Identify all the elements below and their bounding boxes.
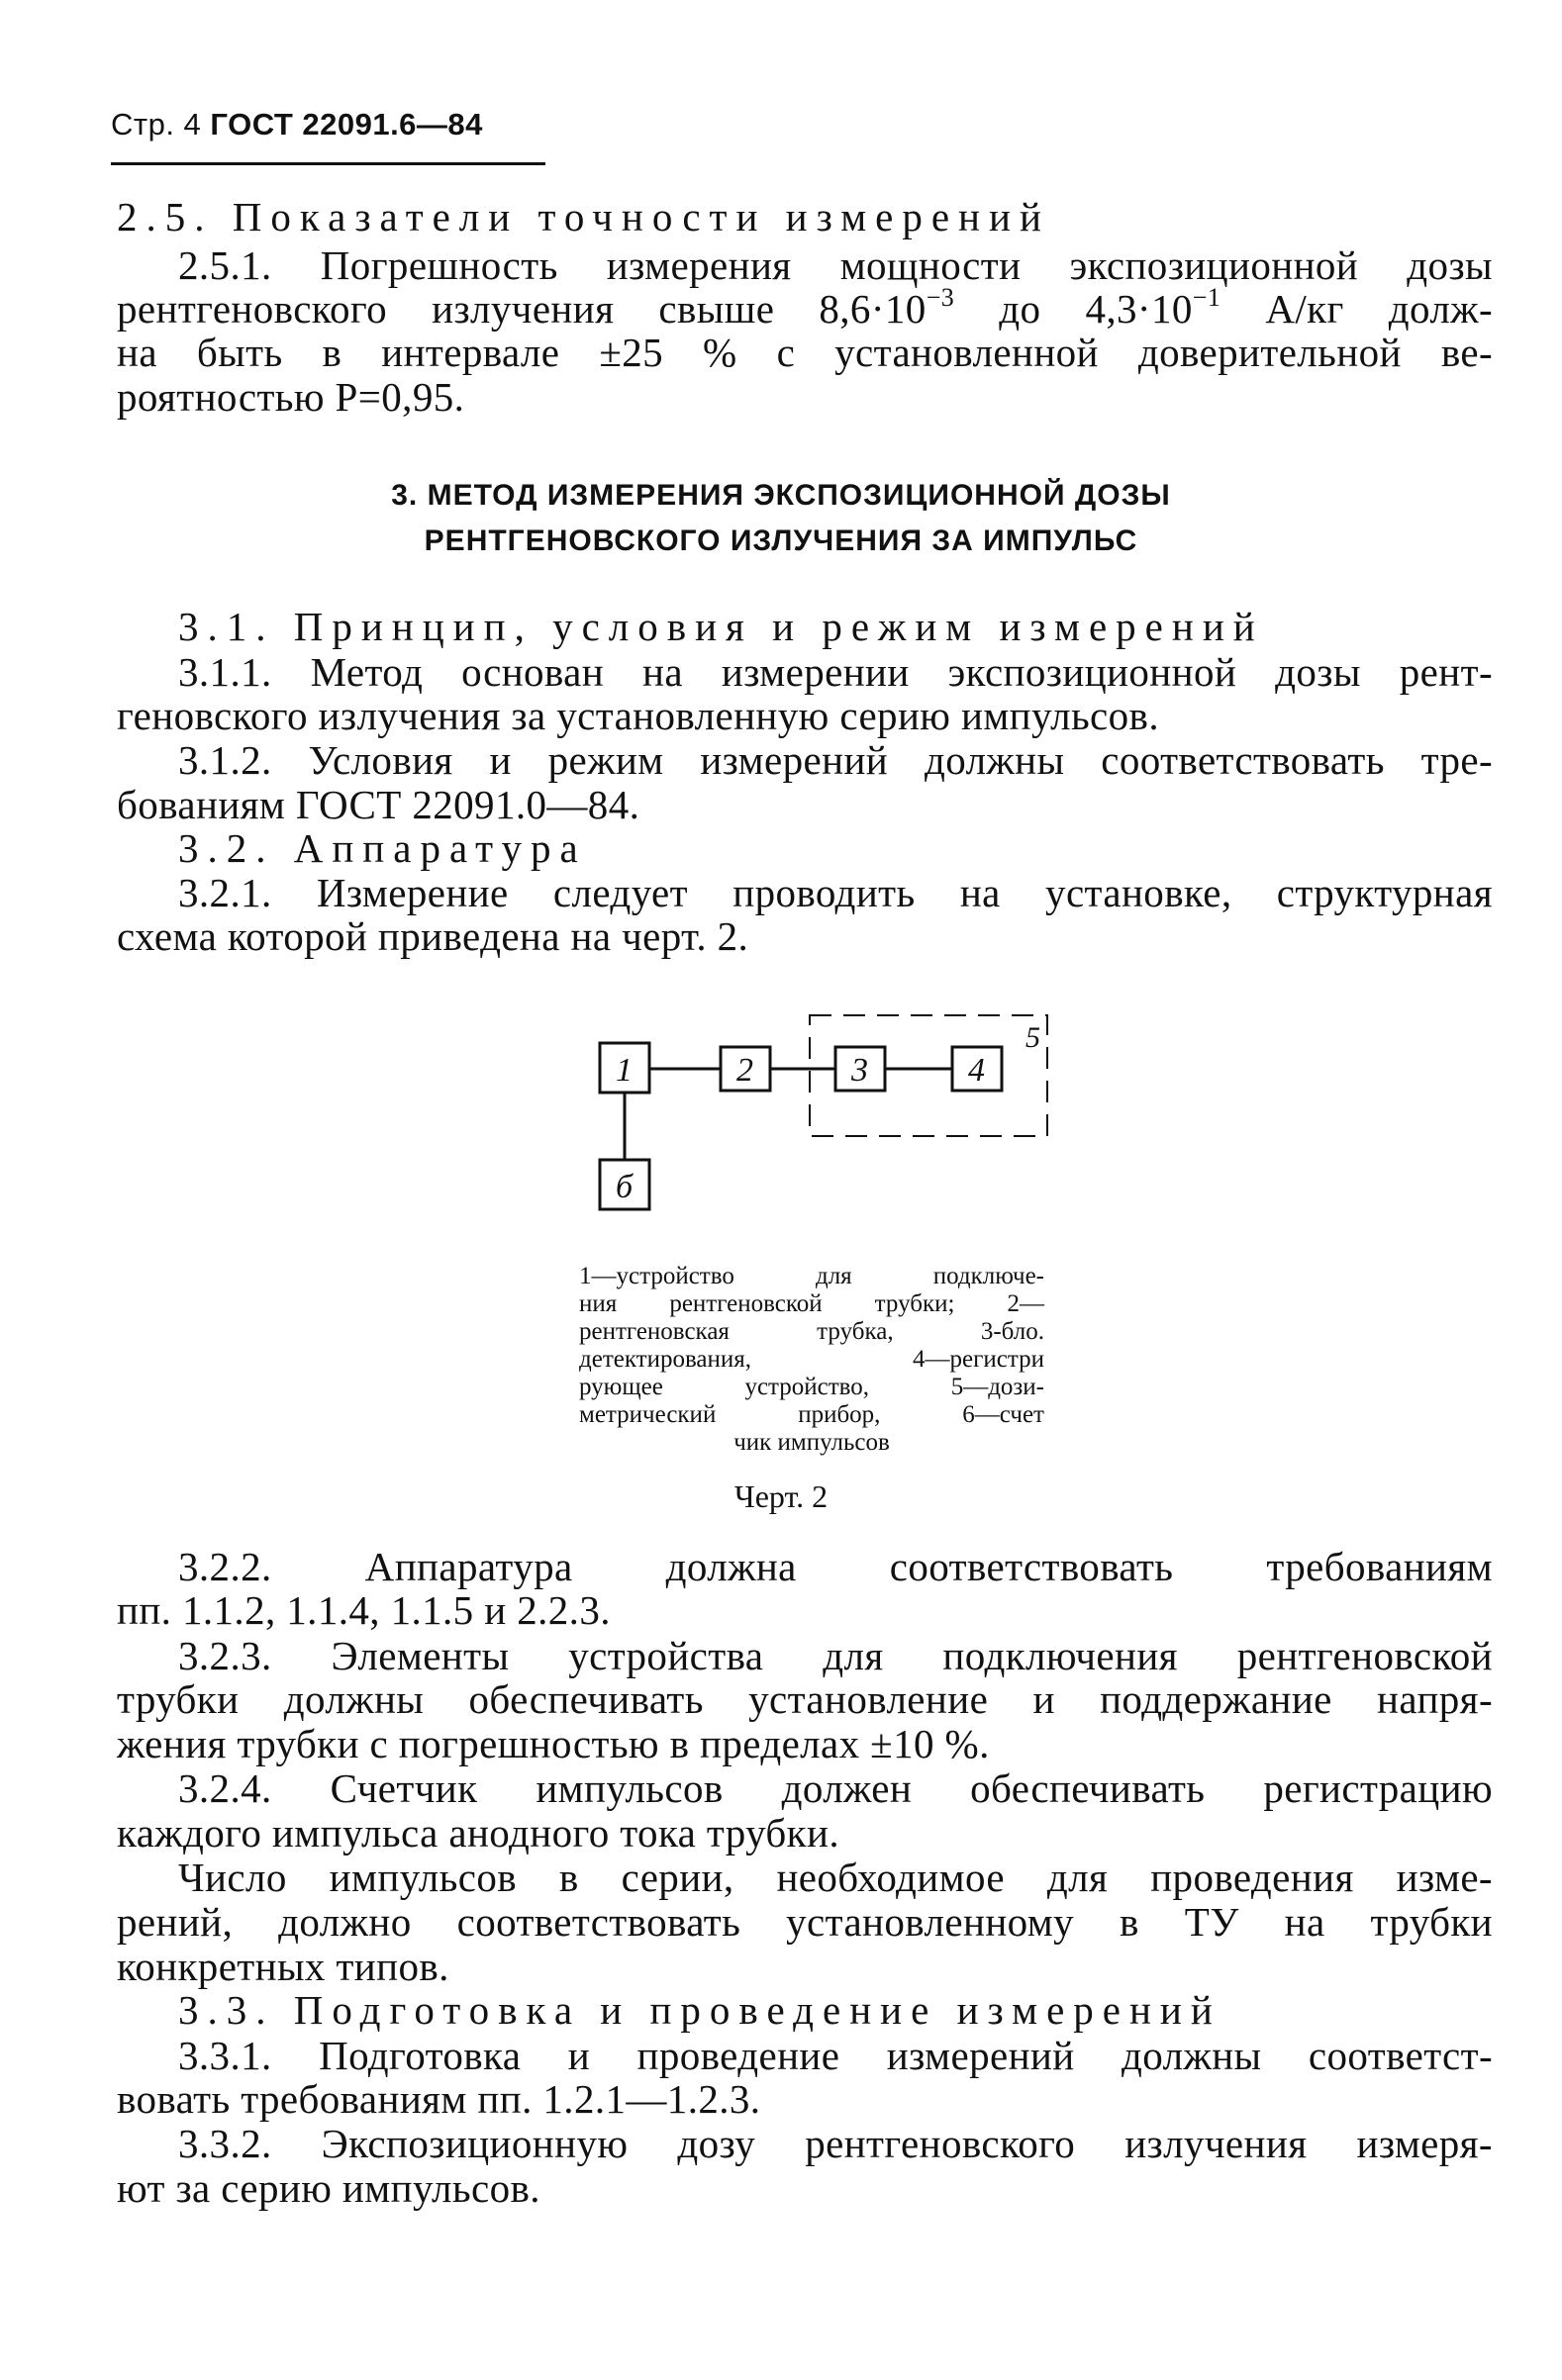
figure-caption-line: 1—устройство для подключе- — [579, 1263, 1044, 1289]
paragraph-3-2-2-line: пп. 1.1.2, 1.1.4, 1.1.5 и 2.2.3. — [117, 1587, 611, 1633]
figure-caption-line: детектирования, 4—регистри — [579, 1346, 1044, 1373]
figure-caption-line: чик импульсов — [733, 1429, 890, 1456]
section-title-3-3: 3.3. Подготовка и проведение измерений — [178, 1987, 1221, 2033]
paragraph-pulses-line: конкретных типов. — [117, 1944, 449, 1989]
figure-caption-line: рентгеновская трубка, 3-бло. — [579, 1318, 1044, 1345]
paragraph-3-1-2-line: 3.1.2. Условия и режим измерений должны соответствовать тре- — [178, 737, 1493, 783]
figure-caption-line: ния рентгеновской трубки; 2— — [579, 1290, 1044, 1317]
paragraph-3-3-2-line: 3.3.2. Экспозиционную дозу рентгеновского излучения измеря- — [178, 2121, 1493, 2166]
section-title-3-2: 3.2. Аппаратура — [178, 825, 587, 871]
paragraph-3-2-4-line: 3.2.4. Счетчик импульсов должен обеспечивать регистрацию — [178, 1765, 1493, 1811]
page-number: Стр. 4 — [111, 107, 202, 142]
dosimeter-label: 5 — [1025, 1021, 1040, 1054]
paragraph-3-3-1-line: вовать требованиям пп. 1.2.1—1.2.3. — [117, 2076, 761, 2122]
block-label-1: 1 — [616, 1052, 633, 1089]
block-diagram — [590, 1013, 1065, 1251]
paragraph-pulses-line: Число импульсов в серии, необходимое для проведения изме- — [178, 1855, 1493, 1900]
paragraph-3-2-3-line: трубки должны обеспечивать установление и поддержание напря- — [117, 1676, 1493, 1722]
dosimeter-box — [810, 1015, 1047, 1136]
figure-label: Черт. 2 — [733, 1478, 829, 1514]
paragraph-2-5-1-line: 2.5.1. Погрешность измерения мощности экспозиционной дозы — [178, 242, 1493, 288]
figure-caption-line: рующее устройство, 5—дози- — [579, 1374, 1044, 1400]
block-label-3: 3 — [851, 1052, 868, 1089]
section-title-2-5: 2.5. Показатели точности измерений — [117, 194, 1050, 239]
paragraph-3-2-1-line: 3.2.1. Измерение следует проводить на установке, структурная — [178, 870, 1493, 915]
section-3-heading: 3. МЕТОД ИЗМЕРЕНИЯ ЭКСПОЗИЦИОННОЙ ДОЗЫ — [391, 479, 1171, 512]
section-title-3-1: 3.1. Принцип, условия и режим измерений — [178, 604, 1264, 649]
paragraph-3-2-1-line: схема которой приведена на черт. 2. — [117, 913, 749, 959]
section-3-heading: РЕНТГЕНОВСКОГО ИЗЛУЧЕНИЯ ЗА ИМПУЛЬС — [424, 524, 1138, 557]
paragraph-3-2-4-line: каждого импульса анодного тока трубки. — [117, 1810, 839, 1856]
header-rule — [111, 162, 545, 165]
paragraph-2-5-1-line: на быть в интервале ±25 % с установленной доверительной ве- — [117, 330, 1493, 375]
paragraph-3-1-1-line: 3.1.1. Метод основан на измерении экспозиционной дозы рент- — [178, 649, 1493, 695]
standard-number: ГОСТ 22091.6—84 — [210, 107, 483, 142]
paragraph-3-2-3-line: 3.2.3. Элементы устройства для подключения рентгеновской — [178, 1633, 1493, 1678]
paragraph-3-2-2-line: 3.2.2. Аппаратура должна соответствовать требованиям — [178, 1544, 1493, 1589]
figure-caption-line: метрический прибор, 6—счет — [579, 1401, 1044, 1428]
paragraph-2-5-1-line: рентгеновского излучения свыше $8,6\cdot 10^{-3}$ до $4,3\cdot 10^{-1}$ А/кг долж- — [117, 283, 1493, 332]
block-label-2: 2 — [736, 1052, 753, 1089]
paragraph-3-1-1-line: геновского излучения за установленную серию импульсов. — [117, 693, 1159, 738]
paragraph-3-3-1-line: 3.3.1. Подготовка и проведение измерений должны соответст- — [178, 2033, 1493, 2078]
paragraph-pulses-line: рений, должно соответствовать установленному в ТУ на трубки — [117, 1899, 1493, 1945]
paragraph-3-1-2-line: бованиям ГОСТ 22091.0—84. — [117, 782, 640, 827]
block-label-6: б — [616, 1169, 634, 1205]
page-header — [111, 107, 483, 143]
paragraph-2-5-1-line: роятностью Р=0,95. — [117, 374, 465, 420]
block-label-4: 4 — [968, 1052, 985, 1089]
paragraph-3-3-2-line: ют за серию импульсов. — [117, 2165, 540, 2211]
paragraph-3-2-3-line: жения трубки с погрешностью в пределах ±10 %. — [117, 1721, 990, 1766]
